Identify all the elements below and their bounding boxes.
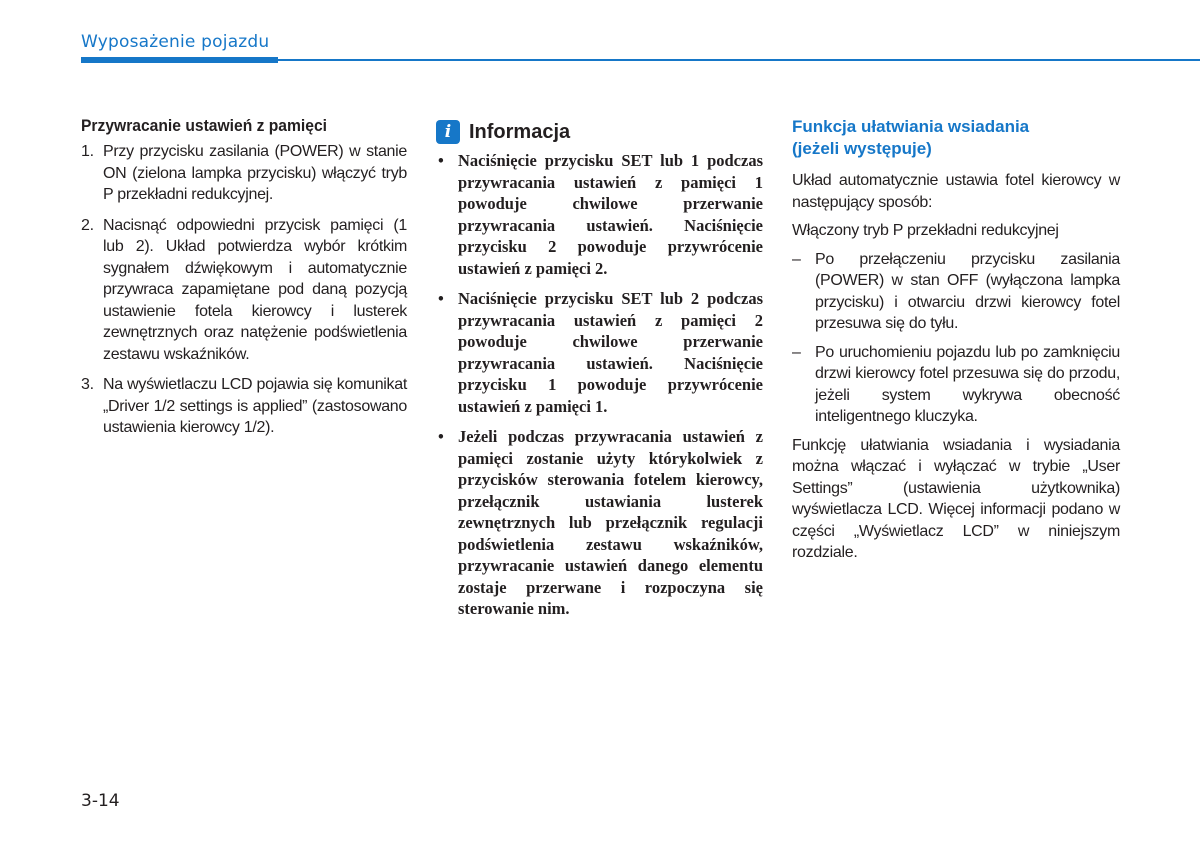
dash-icon: – [792, 250, 801, 268]
step-text: Nacisnąć odpowiedni przycisk pamięci (1 lub 2). Układ potwierdza wybór krótkim sygnałem dźwiękowym i automatycznie przywraca zapamiętane pod daną pozycją ustawienie fotela kierowcy i lusterek zewnętrznych oraz natężenie podświetlenia zestawu wskaźników. [103, 216, 407, 363]
step-number: 2. [81, 216, 94, 234]
info-title: Informacja [469, 120, 571, 143]
dash-icon: – [792, 343, 801, 361]
easy-access-condition: Włączony tryb P przekładni redukcyjnej [792, 222, 1059, 239]
step-number: 1. [81, 143, 94, 160]
easy-access-item-text: Po przełączeniu przycisku zasilania (POWER) w stan OFF (wyłączona lampka przycisku) i otwarciu drzwi kierowcy fotel przesuwa się do tyłu. [815, 250, 1120, 332]
header-rule-accent [81, 57, 278, 63]
easy-access-item [792, 249, 1120, 335]
memory-restore-heading: Przywracanie ustawień z pamięci [81, 116, 328, 135]
memory-restore-steps [81, 141, 407, 439]
step-item [81, 215, 407, 366]
page-section-title: Wyposażenie pojazdu [81, 32, 270, 52]
left-column [81, 116, 407, 448]
easy-access-item-text: Po uruchomieniu pojazdu lub po zamknięciu drzwi kierowcy fotel przesuwa się do przodu, jeżeli system wykrywa obecność inteligentnego kluczyka. [815, 343, 1120, 425]
bullet-icon: • [438, 151, 444, 170]
info-column [436, 116, 763, 629]
info-item-text: Jeżeli podczas przywracania ustawień z pamięci zostanie użyty którykolwiek z przycisków sterowania fotelem kierowcy, przełącznik ustawiania lusterek zewnętrznych lub przełącznik regulacji podświetlenia zestawu wskaźników, przywracanie ustawień danego elementu zostaje przerwane i rozpoczyna się sterowanie nim. [458, 427, 763, 618]
step-text: Przy przycisku zasilania (POWER) w stanie ON (zielona lampka przycisku) włączyć tryb P przekładni redukcyjnej. [103, 143, 407, 203]
bullet-icon: • [438, 427, 444, 446]
easy-access-heading-line1: Funkcja ułatwiania wsiadania [792, 117, 1030, 136]
info-item [436, 150, 763, 279]
info-item [436, 288, 763, 417]
easy-access-heading-line2: (jeżeli występuje) [792, 139, 932, 158]
info-item-text: Naciśnięcie przycisku SET lub 1 podczas przywracania ustawień z pamięci 1 powoduje chwilowe przerwanie przywracania ustawień. Naciśnięcie przycisku 2 powoduje przywrócenie ustawień z pamięci 2. [458, 151, 763, 278]
info-list [436, 150, 763, 620]
info-item-text: Naciśnięcie przycisku SET lub 2 podczas przywracania ustawień z pamięci 2 powoduje chwilowe przerwanie przywracania ustawień. Naciśnięcie przycisku 1 powoduje przywrócenie ustawień z pamięci 1. [458, 289, 763, 416]
info-icon: i [436, 120, 460, 144]
right-column [792, 116, 1120, 571]
easy-access-item [792, 342, 1120, 428]
easy-access-list [792, 249, 1120, 428]
bullet-icon: • [438, 289, 444, 308]
step-item [81, 141, 407, 206]
easy-access-intro: Układ automatycznie ustawia fotel kierowcy w następujący sposób: [792, 172, 1120, 211]
step-item [81, 374, 407, 439]
page-number: 3-14 [81, 791, 120, 811]
info-item [436, 426, 763, 620]
easy-access-heading [792, 116, 1120, 160]
step-text: Na wyświetlaczu LCD pojawia się komunikat „Driver 1/2 settings is applied” (zastosowano ustawienia kierowcy 1/2). [103, 376, 407, 436]
step-number: 3. [81, 376, 94, 393]
easy-access-closing: Funkcję ułatwiania wsiadania i wysiadania można włączać i wyłączać w trybie „User Settings” (ustawienia użytkownika) wyświetlacza LCD. Więcej informacji podano w części „Wyświetlacz LCD” w niniejszym rozdziale. [792, 436, 1120, 561]
info-header [436, 120, 763, 144]
